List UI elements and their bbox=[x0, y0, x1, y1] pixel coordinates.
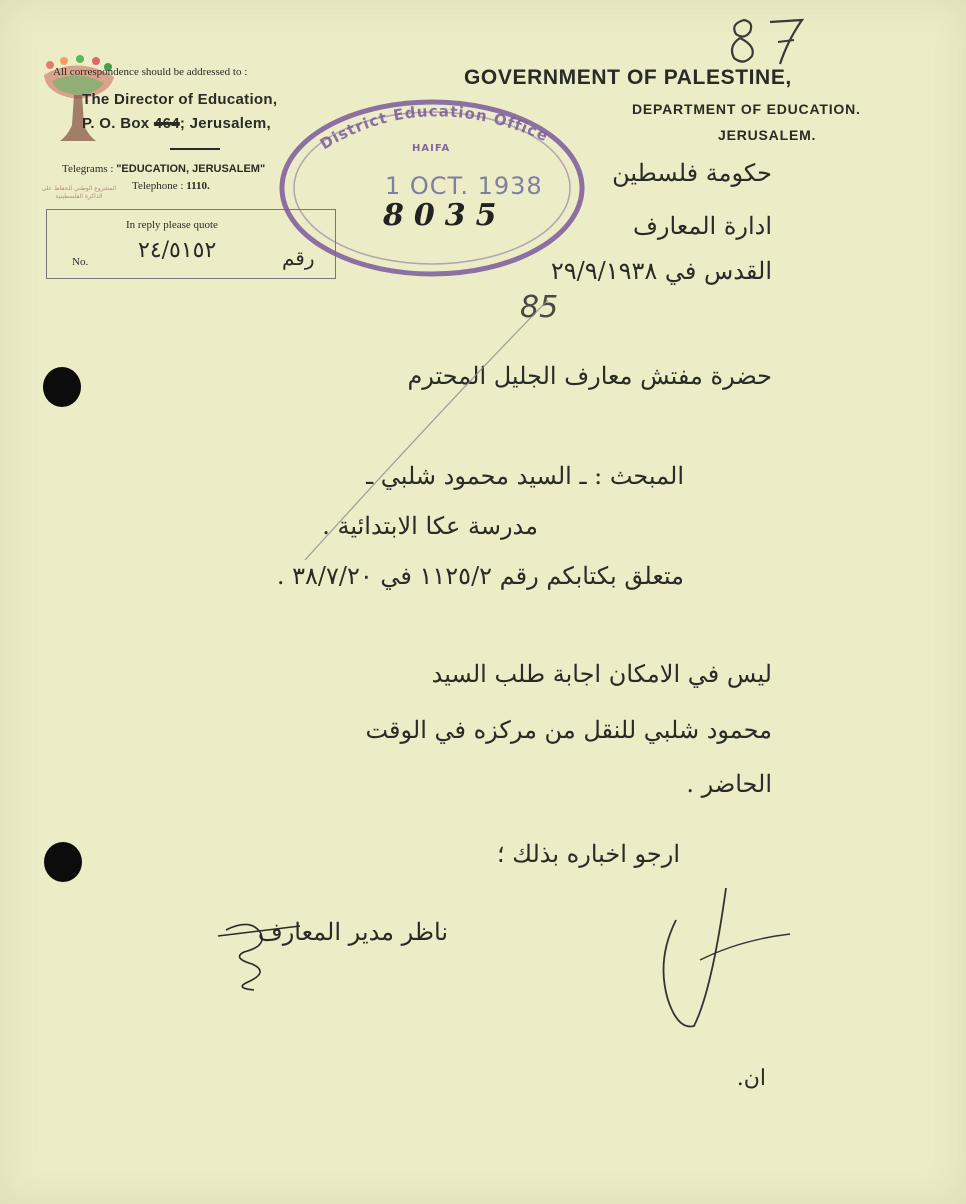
telegrams-line bbox=[62, 163, 265, 175]
arabic-date-line: القدس في ٢٩/٩/١٩٣٨ bbox=[550, 257, 772, 285]
correspondence-note: All correspondence should be addressed to : bbox=[53, 66, 248, 78]
telephone-label: Telephone : bbox=[132, 180, 184, 192]
po-box-prefix: P. O. Box bbox=[82, 115, 150, 132]
body-line-2: محمود شلبي للنقل من مركزه في الوقت bbox=[365, 716, 772, 744]
po-box-line bbox=[82, 115, 271, 132]
initials: ان. bbox=[736, 1066, 766, 1091]
signer-title: ناظر مدير المعارف bbox=[257, 918, 448, 946]
handwritten-mark: 85 bbox=[520, 290, 559, 325]
reference-number: ٢٤/٥١٥٢ bbox=[138, 238, 217, 263]
request-line: ارجو اخباره بذلك ؛ bbox=[496, 840, 680, 868]
telegrams-value: "EDUCATION, JERUSALEM" bbox=[116, 163, 266, 175]
body-line-1: ليس في الامكان اجابة طلب السيد bbox=[431, 660, 772, 688]
divider bbox=[170, 148, 220, 150]
archive-caption: المشروع الوطني للحفاظ على الذاكرة الفلسطينية bbox=[41, 185, 117, 200]
subject-line-3: متعلق بكتابكم رقم ١١٢٥/٢ في ٣٨/٧/٢٠ . bbox=[276, 562, 684, 590]
director-address: The Director of Education, bbox=[82, 91, 278, 108]
po-box-struck-number: 464 bbox=[153, 115, 180, 132]
stamp-city: HAIFA bbox=[412, 143, 451, 154]
body-line-3: الحاضر . bbox=[686, 770, 772, 798]
po-box-suffix: ; Jerusalem, bbox=[179, 115, 272, 132]
check-mark bbox=[664, 888, 727, 1026]
stamp-office-name: District Education Office bbox=[316, 102, 552, 154]
subject-line-1: المبحث : ـ السيد محمود شلبي ـ bbox=[366, 462, 684, 490]
reply-no-label: No. bbox=[72, 256, 89, 268]
stamp-date: 1 OCT. 1938 bbox=[385, 172, 543, 200]
punch-hole bbox=[44, 842, 82, 882]
government-title: GOVERNMENT OF PALESTINE, bbox=[464, 66, 792, 89]
salutation: حضرة مفتش معارف الجليل المحترم bbox=[407, 362, 772, 390]
handwritten-page-number bbox=[722, 10, 812, 70]
arabic-department: ادارة المعارف bbox=[632, 212, 772, 240]
telegrams-label: Telegrams : bbox=[62, 163, 114, 175]
telephone-value: 1110. bbox=[186, 180, 210, 192]
city-title: JERUSALEM. bbox=[718, 127, 817, 143]
check-mark-stroke bbox=[700, 934, 790, 960]
arabic-government: حكومة فلسطين bbox=[612, 159, 772, 187]
telephone-line bbox=[132, 180, 210, 192]
signature-scribble bbox=[226, 924, 262, 990]
raqm-label: رقم bbox=[282, 246, 315, 270]
subject-line-2: مدرسة عكا الابتدائية . bbox=[322, 512, 538, 540]
punch-hole bbox=[43, 367, 81, 407]
stamp-handwritten-number: 8035 bbox=[383, 198, 507, 233]
department-title: DEPARTMENT OF EDUCATION. bbox=[632, 101, 861, 117]
reply-box-label: In reply please quote bbox=[126, 219, 218, 231]
